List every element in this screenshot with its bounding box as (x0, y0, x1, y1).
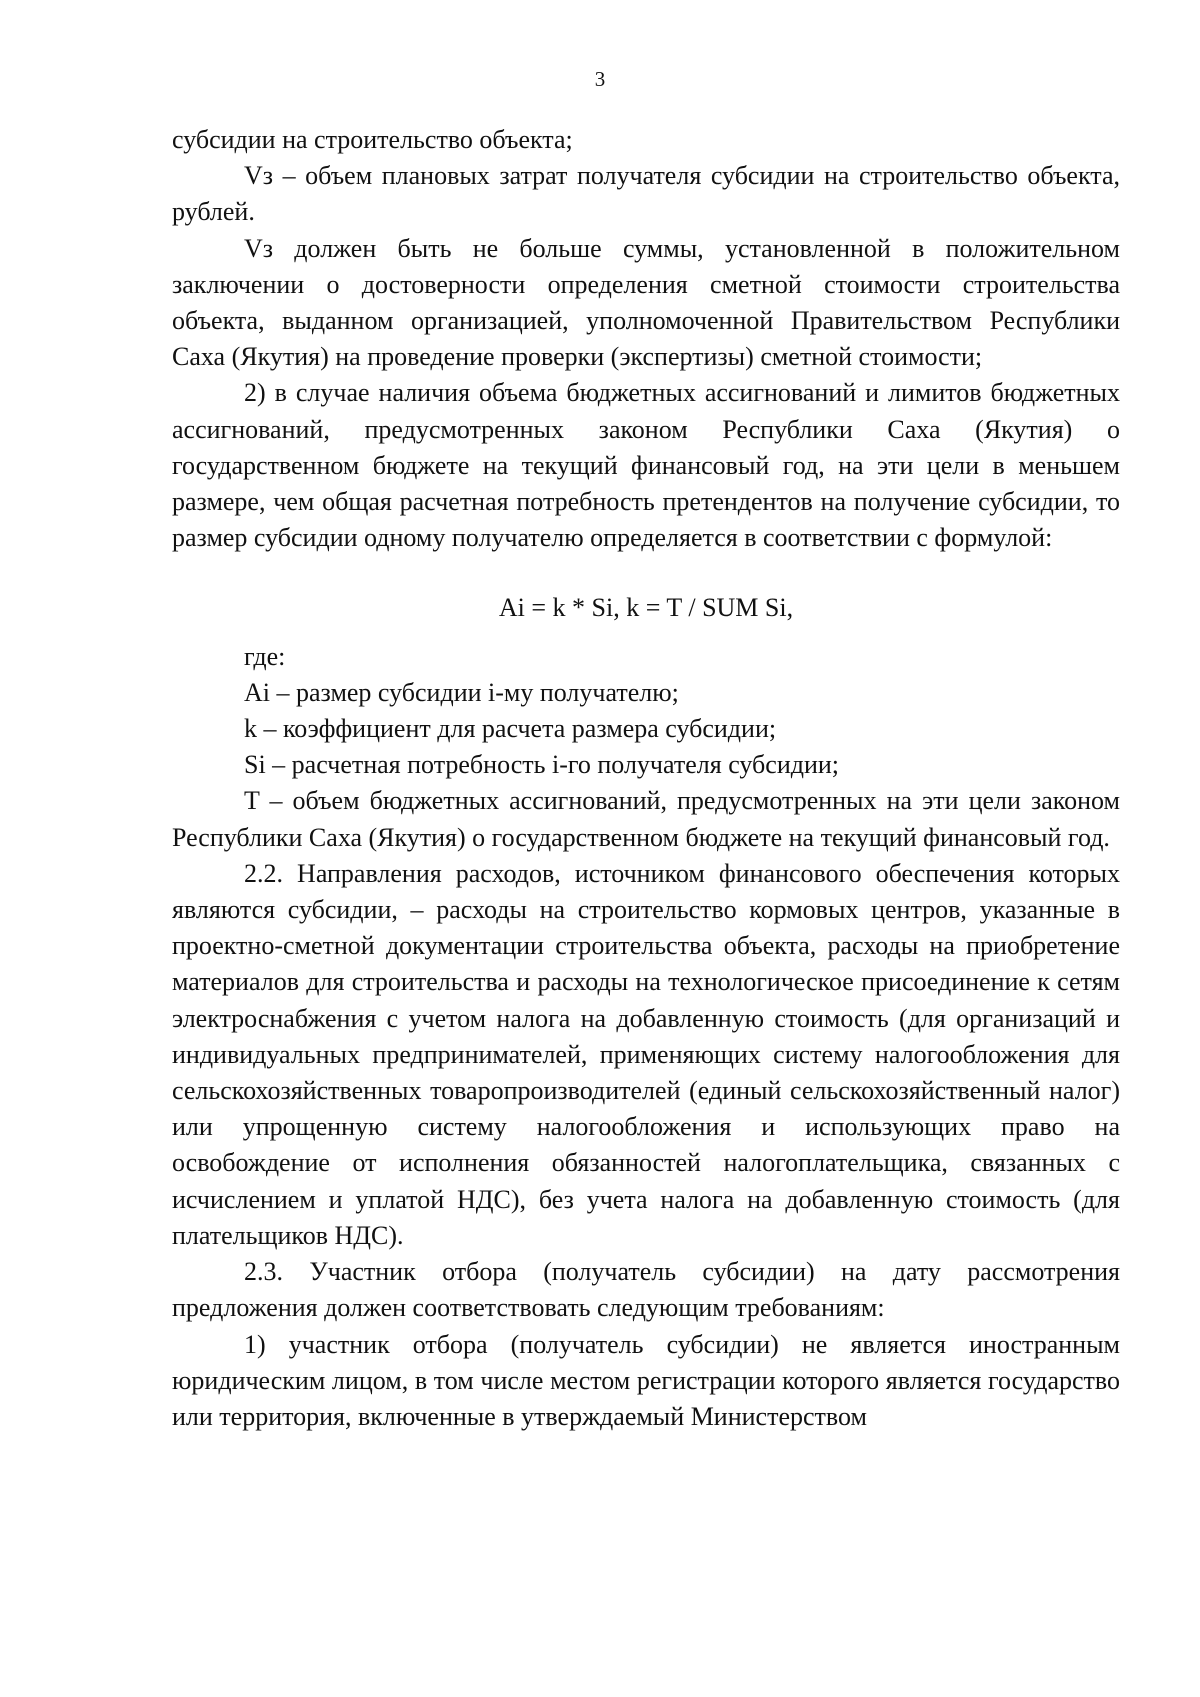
paragraph-2-3-item-1: 1) участник отбора (получатель субсидии) не является иностранным юридическим лицом, в том числе местом регистрации которого является государство или территория, включенные в утверждаемый Министерством (172, 1329, 1120, 1431)
paragraph-where: где: (244, 641, 286, 671)
paragraph-2-3: 2.3. Участник отбора (получатель субсидии) на дату рассмотрения предложения должен соответствовать следующим требованиям: (172, 1257, 1120, 1323)
definition-si: Si – расчетная потребность i-го получателя субсидии; (244, 750, 840, 780)
paragraph-item-2: 2) в случае наличия объема бюджетных ассигнований и лимитов бюджетных ассигнований, предусмотренных законом Республики Саха (Якутия) о государственном бюджете на текущий финансовый год, на эти цели в меньшем размере, чем общая расчетная потребность претендентов на получение субсидии, то размер субсидии одному получателю определяется в соответствии с формулой: (172, 378, 1120, 553)
paragraph-vz-definition: Vз – объем плановых затрат получателя субсидии на строительство объекта, рублей. (172, 161, 1120, 227)
definition-t: T – объем бюджетных ассигнований, предусмотренных на эти цели законом Республики Саха (Якутия) о государственном бюджете на текущий финансовый год. (172, 786, 1120, 852)
page-number: 3 (594, 67, 606, 91)
document-body (172, 122, 1120, 1435)
definition-k: k – коэффициент для расчета размера субсидии; (244, 714, 777, 744)
paragraph-2-2: 2.2. Направления расходов, источником финансового обеспечения которых являются субсидии, – расходы на строительство кормовых центров, указанные в проектно-сметной документации строительства объекта, расходы на приобретение материалов для строительства и расходы на технологическое присоединение к сетям электроснабжения с учетом налога на добавленную стоимость (для организаций и индивидуальных предпринимателей, применяющих систему налогообложения для сельскохозяйственных товаропроизводителей (единый сельскохозяйственный налог) или упрощенную систему налогообложения и использующих право на освобождение от исполнения обязанностей налогоплательщика, связанных с исчислением и уплатой НДС), без учета налога на добавленную стоимость (для плательщиков НДС). (172, 858, 1120, 1250)
definition-ai: Ai – размер субсидии i-му получателю; (244, 677, 679, 707)
formula: Ai = k * Si, k = T / SUM Si, (498, 593, 794, 623)
paragraph-continuation: субсидии на строительство объекта; (172, 125, 573, 154)
paragraph-vz-limit: Vз должен быть не больше суммы, установленной в положительном заключении о достоверности определения сметной стоимости строительства объекта, выданном организацией, уполномоченной Правительством Республики Саха (Якутия) на проведение проверки (экспертизы) сметной стоимости; (172, 233, 1120, 372)
